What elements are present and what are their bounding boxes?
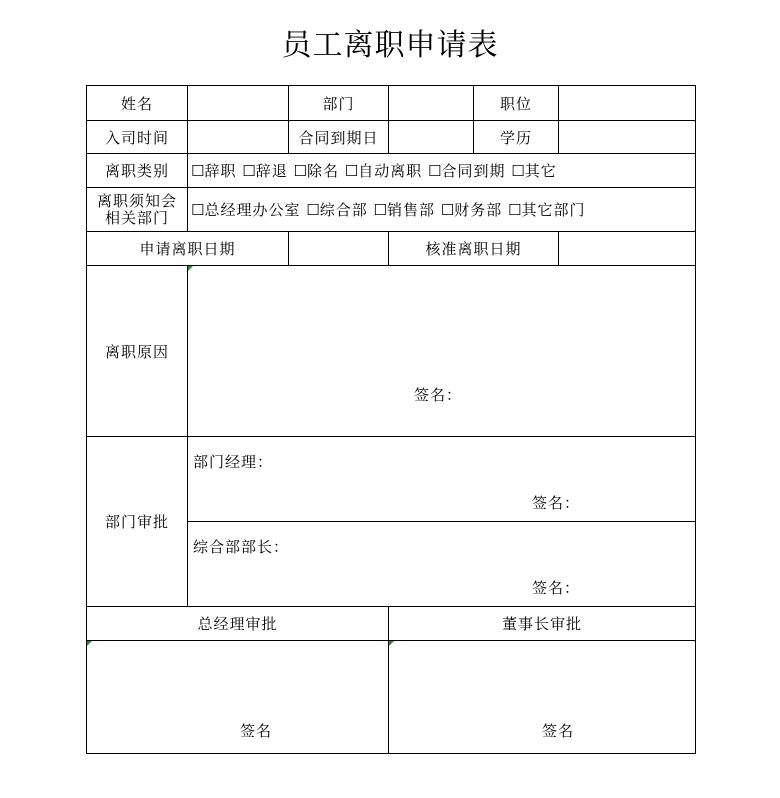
row-basic-info xyxy=(87,86,696,121)
reason-label: 离职原因 xyxy=(87,266,188,437)
option-gm-office[interactable]: ☐总经理办公室 xyxy=(191,201,301,219)
dept-manager-signature-label: 签名： xyxy=(532,494,581,512)
contract-end-field[interactable] xyxy=(389,121,474,154)
chairman-signature-label: 签名 xyxy=(542,722,575,740)
general-director-signature-label: 签名： xyxy=(532,579,581,597)
checkbox[interactable]: ☐ xyxy=(344,162,359,180)
row-final-approval-headers xyxy=(87,607,696,641)
notify-departments-label: 离职须知会相关部门 xyxy=(87,188,188,232)
checkbox[interactable]: ☐ xyxy=(242,162,256,180)
checkbox[interactable]: ☐ xyxy=(306,201,320,219)
checkbox[interactable]: ☐ xyxy=(428,162,442,180)
approve-date-label: 核准离职日期 xyxy=(389,232,559,266)
checkbox[interactable]: ☐ xyxy=(373,201,387,219)
notify-departments-options xyxy=(188,188,696,232)
dept-approval-label: 部门审批 xyxy=(87,437,188,607)
position-field[interactable] xyxy=(559,86,696,121)
contract-end-label: 合同到期日 xyxy=(289,121,389,154)
department-field[interactable] xyxy=(389,86,474,121)
row-notify-departments xyxy=(87,188,696,232)
row-resignation-dates xyxy=(87,232,696,266)
checkbox[interactable]: ☐ xyxy=(511,162,525,180)
checkbox[interactable]: ☐ xyxy=(191,201,205,219)
dept-manager-field[interactable] xyxy=(188,437,696,522)
row-dates-education xyxy=(87,121,696,154)
option-expelled[interactable]: ☐除名 xyxy=(293,162,339,180)
gm-approval-label: 总经理审批 xyxy=(87,607,389,641)
checkbox[interactable]: ☐ xyxy=(508,201,522,219)
option-sales-dept[interactable]: ☐销售部 xyxy=(373,201,435,219)
comment-marker-icon xyxy=(389,641,394,646)
option-resign[interactable]: ☐辞职 xyxy=(191,162,237,180)
row-final-approval-signatures xyxy=(87,641,696,754)
hire-date-label: 入司时间 xyxy=(87,121,188,154)
chairman-approval-field[interactable] xyxy=(389,641,696,754)
comment-marker-icon xyxy=(188,266,193,271)
option-contract-expiry[interactable]: ☐合同到期 xyxy=(428,162,506,180)
checkbox[interactable]: ☐ xyxy=(440,201,455,219)
approve-date-field[interactable] xyxy=(559,232,696,266)
option-general-dept[interactable]: ☐综合部 xyxy=(306,201,368,219)
name-label: 姓名 xyxy=(87,86,188,121)
apply-date-label: 申请离职日期 xyxy=(87,232,289,266)
option-dismissed[interactable]: ☐辞退 xyxy=(242,162,288,180)
reason-signature-label: 签名： xyxy=(414,386,463,404)
checkbox[interactable]: ☐ xyxy=(293,162,307,180)
dept-manager-label: 部门经理： xyxy=(193,453,274,471)
education-label: 学历 xyxy=(474,121,559,154)
chairman-approval-label: 董事长审批 xyxy=(389,607,696,641)
general-director-field[interactable] xyxy=(188,522,696,607)
row-dept-manager xyxy=(87,437,696,522)
education-field[interactable] xyxy=(559,121,696,154)
resignation-form-table xyxy=(86,85,696,754)
resignation-type-options xyxy=(188,154,696,188)
row-resignation-type xyxy=(87,154,696,188)
option-auto-leave[interactable]: ☐自动离职 xyxy=(344,162,423,180)
row-reason xyxy=(87,266,696,437)
option-other-dept[interactable]: ☐其它部门 xyxy=(508,201,586,219)
general-director-label: 综合部部长： xyxy=(193,538,290,556)
reason-field[interactable] xyxy=(188,266,696,437)
name-field[interactable] xyxy=(188,86,289,121)
hire-date-field[interactable] xyxy=(188,121,289,154)
form-title: 员工离职申请表 xyxy=(281,28,499,63)
option-finance-dept[interactable]: ☐财务部 xyxy=(440,201,503,219)
checkbox[interactable]: ☐ xyxy=(191,162,205,180)
apply-date-field[interactable] xyxy=(289,232,389,266)
department-label: 部门 xyxy=(289,86,389,121)
comment-marker-icon xyxy=(87,641,92,646)
position-label: 职位 xyxy=(474,86,559,121)
gm-signature-label: 签名 xyxy=(240,722,273,740)
resignation-type-label: 离职类别 xyxy=(87,154,188,188)
option-other[interactable]: ☐其它 xyxy=(511,162,557,180)
gm-approval-field[interactable] xyxy=(87,641,389,754)
